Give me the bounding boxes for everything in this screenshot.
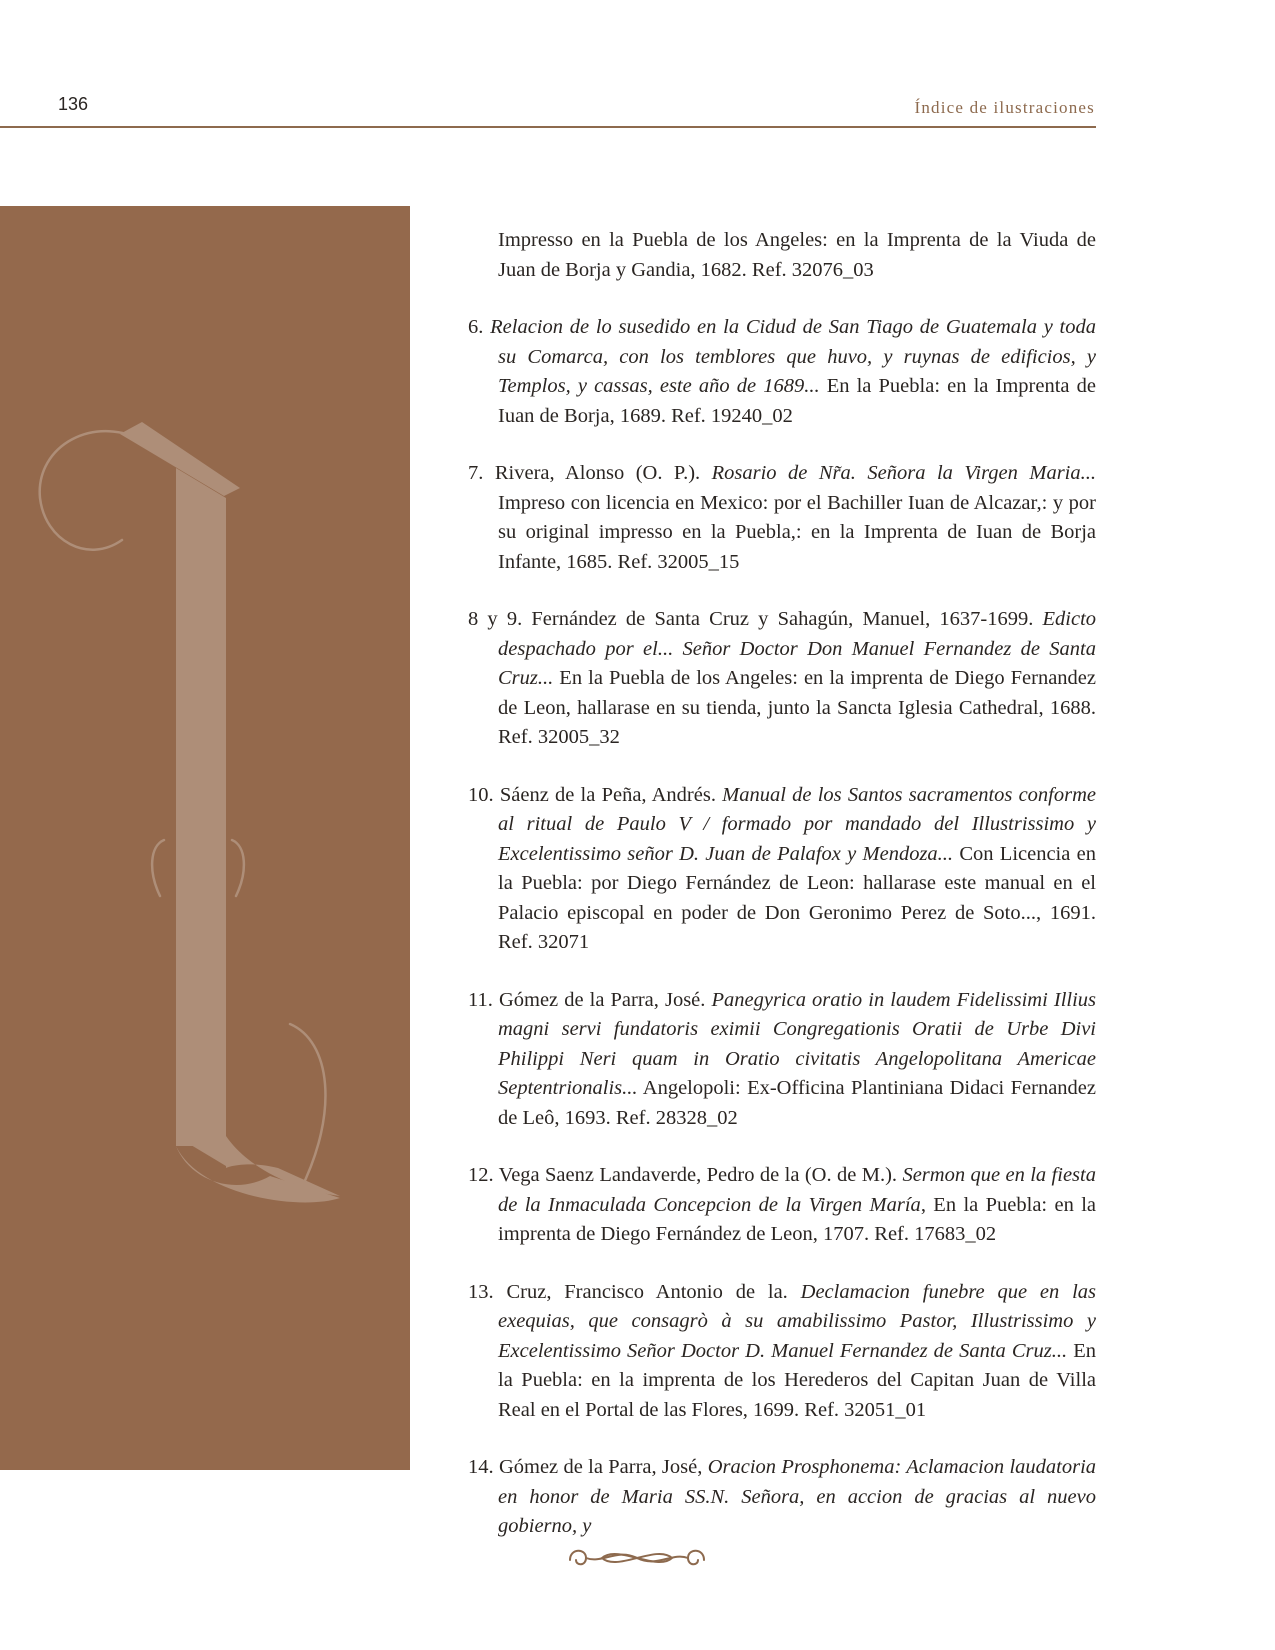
entry-title: Oracion Prosphonema: Aclamacion laudatoria en honor de Maria SS.N. Señora, en accion de gracias al nuevo gobierno, y [498,1456,1097,1537]
index-entry [468,1453,1096,1542]
entry-title: Sermon que en la fiesta de la Inmaculada Concepcion de la Virgen María [498,1164,1096,1216]
entry-title: Edicto despachado por el... Señor Doctor Don Manuel Fernandez de Santa Cruz... [498,608,1097,689]
entry-number: 7. [468,462,484,484]
entry-author: Sáenz de la Peña, Andrés. [499,783,723,806]
entry-imprint: Angelopoli: Ex-Officina Plantiniana Didaci Fernandez de Leô, 1693. Ref. 28328_02 [498,1077,1096,1129]
entry-number: 8 y 9. [468,608,523,630]
index-entry [468,605,1096,753]
entry-number: 13. [468,1280,494,1303]
index-entry [468,986,1096,1134]
index-entry [468,1161,1096,1250]
side-panel [0,206,410,1470]
entry-imprint: En la Puebla: en la Imprenta de Iuan de Borja, 1689. Ref. 19240_02 [498,375,1096,427]
entry-number: 11. [468,988,493,1011]
entry-author: Gómez de la Parra, José. [498,988,712,1011]
scroll-flourish-icon [562,1538,712,1578]
entry-author: Rivera, Alonso (O. P.). [494,462,712,484]
entry-title: Rosario de Nr̃a. Señora la Virgen Maria... [711,462,1096,484]
page-number: 136 [58,94,89,114]
index-entry [468,1278,1096,1426]
decorative-letter-l-icon [0,206,410,1470]
index-entry [468,459,1096,577]
entry-imprint: Impreso con licencia en Mexico: por el Bachiller Iuan de Alcazar,: y por su original impresso en la Puebla,: en la Imprenta de Iuan de Borja Infante, 1685. Ref. 32005_15 [498,491,1096,573]
entry-author: Gómez de la Parra, José, [498,1456,708,1478]
entry-title: Declamacion funebre que en las exequias, que consagrò à su amabilissimo Pastor, Illustrissimo y Excelentissimo Señor Doctor D. Manuel Fernandez de Santa Cruz... [498,1280,1096,1362]
entry-number: 10. [468,783,494,806]
entry-text: Impresso en la Puebla de los Angeles: en la Imprenta de la Viuda de Juan de Borja y Gandia, 1682. Ref. 32076_03 [498,229,1096,281]
running-head: Índice de ilustraciones [914,98,1095,117]
index-entry [468,781,1096,958]
entry-title: Relacion de lo susedido en la Cidud de San Tiago de Guatemala y toda su Comarca, con los temblores que huvo, y ruynas de edificios, y Templos, y cassas, este año de 1689... [490,316,1096,397]
index-entry [468,313,1096,431]
entry-number: 14. [468,1456,494,1478]
entry-imprint: , En la Puebla: en la imprenta de Diego Fernández de Leon, 1707. Ref. 17683_02 [498,1193,1096,1245]
entry-author: Cruz, Francisco Antonio de la. [506,1280,801,1303]
entry-title: Manual de los Santos sacramentos conforme al ritual de Paulo V / formado por mandado del Illustrissimo y Excelentissimo señor D. Juan de Palafox y Mendoza... [498,783,1096,865]
entry-author: Vega Saenz Landaverde, Pedro de la (O. de M.). [498,1164,903,1186]
entry-author: Fernández de Santa Cruz y Sahagún, Manuel, 1637-1699. [531,608,1043,630]
entry-number: 12. [468,1164,494,1186]
header-rule [0,126,1096,128]
index-entry [468,226,1096,285]
entry-number: 6. [468,316,484,338]
entry-imprint: En la Puebla: en la imprenta de los Herederos del Capitan Juan de Villa Real en el Portal de las Flores, 1699. Ref. 32051_01 [498,1339,1096,1421]
entry-imprint: En la Puebla de los Angeles: en la imprenta de Diego Fernandez de Leon, hallarase en su tienda, junto la Sancta Iglesia Cathedral, 1688. Ref. 32005_32 [498,667,1096,748]
entry-imprint: Con Licencia en la Puebla: por Diego Fernández de Leon: hallarase este manual en el Palacio episcopal en poder de Don Geronimo Perez de Soto..., 1691. Ref. 32071 [498,842,1096,953]
illustrations-index-list [468,226,1096,1570]
entry-title: Panegyrica oratio in laudem Fidelissimi Illius magni servi fundatoris eximii Congregationis Oratii de Urbe Divi Philippi Neri quam in Oratio civitatis Angelopolitana Americae Septentrionalis... [498,988,1097,1099]
